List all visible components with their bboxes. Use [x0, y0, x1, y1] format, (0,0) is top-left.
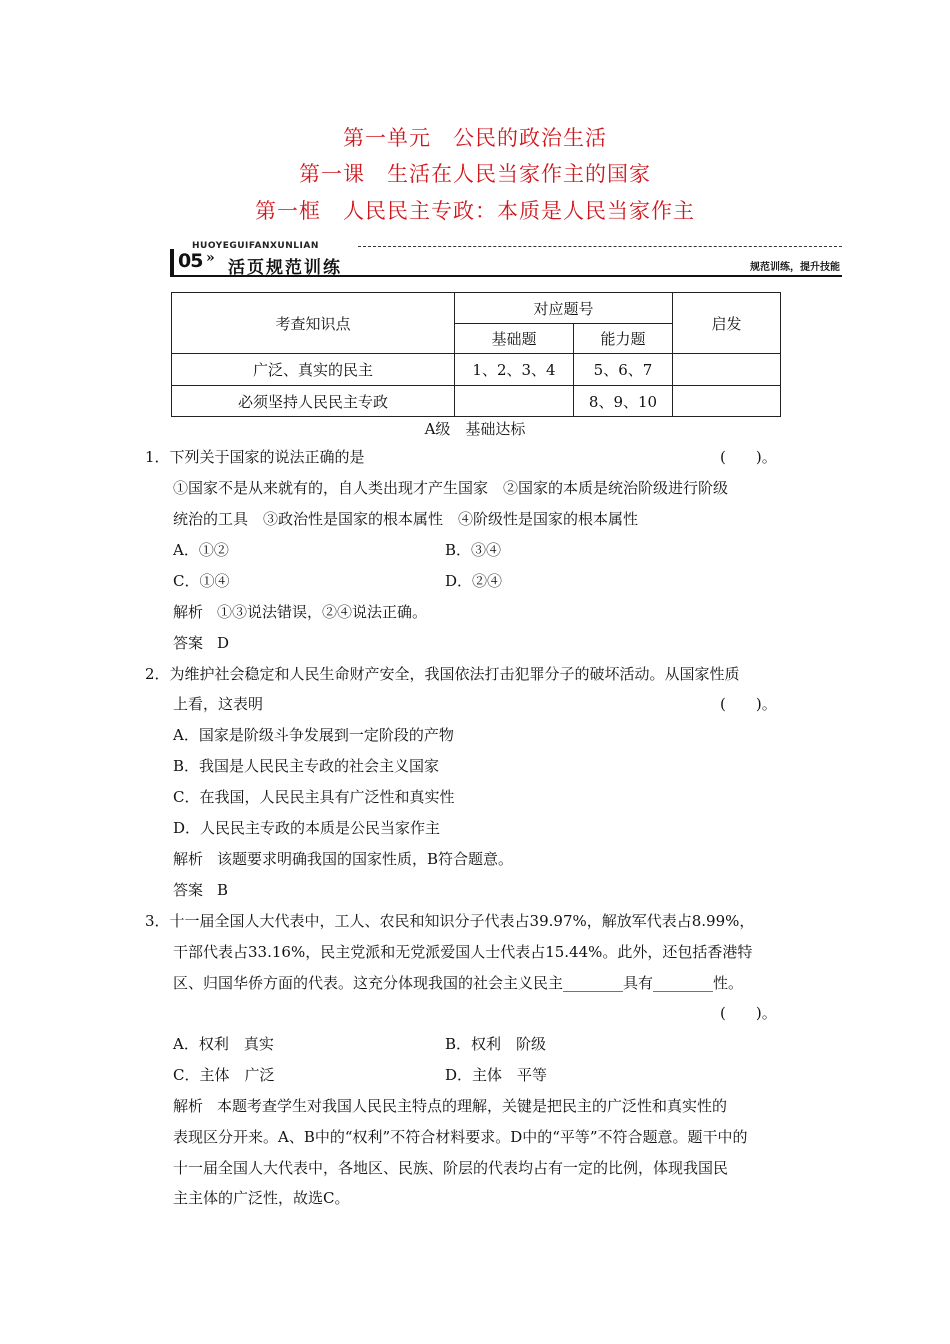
analysis-label: 解析: [173, 603, 204, 621]
table-row: [172, 386, 781, 417]
q1-line3: 统治的工具 ③政治性是国家的根本属性 ④阶级性是国家的根本属性: [173, 510, 639, 528]
answer-value: B: [217, 881, 229, 899]
header-knowledge: 考查知识点: [172, 293, 455, 354]
cell-ability: 5、6、7: [574, 354, 673, 386]
banner-rule: [170, 275, 842, 277]
cell-insight: [673, 386, 781, 417]
q3-analysis-line2: 表现区分开来。A、B中的“权利”不符合材料要求。D中的“平等”不符合题意。题干中的: [173, 1128, 748, 1146]
analysis-label: 解析: [173, 850, 204, 868]
q2-line2: 上看，这表明: [173, 695, 264, 713]
q1-line2: ①国家不是从来就有的，自人类出现才产生国家 ②国家的本质是统治阶级进行阶级: [173, 479, 729, 497]
q3-option-d: D．主体 平等: [445, 1066, 548, 1084]
q2-stem: 2．为维护社会稳定和人民生命财产安全，我国依法打击犯罪分子的破坏活动。从国家性质: [145, 665, 740, 683]
header-basic: 基础题: [455, 324, 574, 354]
cell-insight: [673, 354, 781, 386]
cell-point: 必须坚持人民民主专政: [172, 386, 455, 417]
answer-label: 答案: [173, 634, 204, 652]
q2-paren: ( )。: [720, 695, 777, 713]
header-insight: 启发: [673, 293, 781, 354]
q2-option-d: D．人民民主专政的本质是公民当家作主: [173, 819, 441, 837]
knowledge-table: [171, 292, 781, 417]
q3-option-c: C．主体 广泛: [173, 1066, 275, 1084]
answer-label: 答案: [173, 881, 204, 899]
q1-paren: ( )。: [720, 448, 777, 466]
section-banner: [170, 241, 842, 277]
q3-analysis-line3: 十一届全国人大代表中，各地区、民族、阶层的代表均占有一定的比例，体现我国民: [173, 1159, 729, 1177]
q2-option-a: A．国家是阶级斗争发展到一定阶段的产物: [173, 726, 454, 744]
banner-number: 05: [178, 250, 203, 272]
banner-dashed-rule: [358, 246, 842, 247]
q3-option-a: A．权利 真实: [173, 1035, 274, 1053]
q3-line3: 区、归国华侨方面的代表。这充分体现我国的社会主义民主________具有________性。: [173, 974, 744, 992]
q2-answer: [173, 880, 228, 900]
banner-slogan: 规范训练，提升技能: [750, 262, 840, 273]
analysis-label: 解析: [173, 1097, 204, 1115]
double-arrow-icon: »: [206, 250, 215, 266]
analysis-text: ①③说法错误，②④说法正确。: [217, 603, 428, 621]
cell-point: 广泛、真实的民主: [172, 354, 455, 386]
table-row: [172, 354, 781, 386]
header-ability: 能力题: [574, 324, 673, 354]
unit-title: 第一单元 公民的政治生活: [343, 126, 607, 150]
q3-stem: 3．十一届全国人大代表中，工人、农民和知识分子代表占39.97%，解放军代表占8.99%，: [145, 912, 755, 930]
q2-analysis: [173, 849, 513, 869]
q1-option-c: C．①④: [173, 572, 230, 590]
lesson-title: 第一课 生活在人民当家作主的国家: [299, 162, 651, 186]
cell-basic: 1、2、3、4: [455, 354, 574, 386]
q3-paren: ( )。: [720, 1004, 777, 1022]
analysis-text: 本题考查学生对我国人民民主特点的理解，关键是把民主的广泛性和真实性的: [217, 1097, 728, 1115]
banner-pinyin: HUOYEGUIFANXUNLIAN: [192, 241, 319, 251]
q2-option-c: C．在我国，人民民主具有广泛性和真实性: [173, 788, 455, 806]
cell-basic: [455, 386, 574, 417]
q2-option-b: B．我国是人民民主专政的社会主义国家: [173, 757, 440, 775]
q3-analysis: [173, 1096, 727, 1116]
q3-line2: 干部代表占33.16%，民主党派和无党派爱国人士代表占15.44%。此外，还包括香港特: [173, 943, 753, 961]
header-questions: 对应题号: [455, 293, 673, 324]
q3-analysis-line4: 主主体的广泛性，故选C。: [173, 1189, 350, 1207]
banner-mark: [170, 249, 174, 275]
level-heading: A级 基础达标: [424, 420, 526, 438]
q3-option-b: B．权利 阶级: [445, 1035, 547, 1053]
answer-value: D: [217, 634, 230, 652]
q1-option-b: B．③④: [445, 541, 502, 559]
q1-stem: 1．下列关于国家的说法正确的是: [145, 448, 365, 466]
frame-title: 第一框 人民民主专政：本质是人民当家作主: [255, 199, 695, 223]
q1-answer: [173, 633, 229, 653]
q1-analysis: [173, 602, 427, 622]
q1-option-a: A．①②: [173, 541, 229, 559]
analysis-text: 该题要求明确我国的国家性质，B符合题意。: [217, 850, 514, 868]
cell-ability: 8、9、10: [574, 386, 673, 417]
banner-label: 活页规范训练: [228, 258, 342, 278]
q1-option-d: D．②④: [445, 572, 503, 590]
